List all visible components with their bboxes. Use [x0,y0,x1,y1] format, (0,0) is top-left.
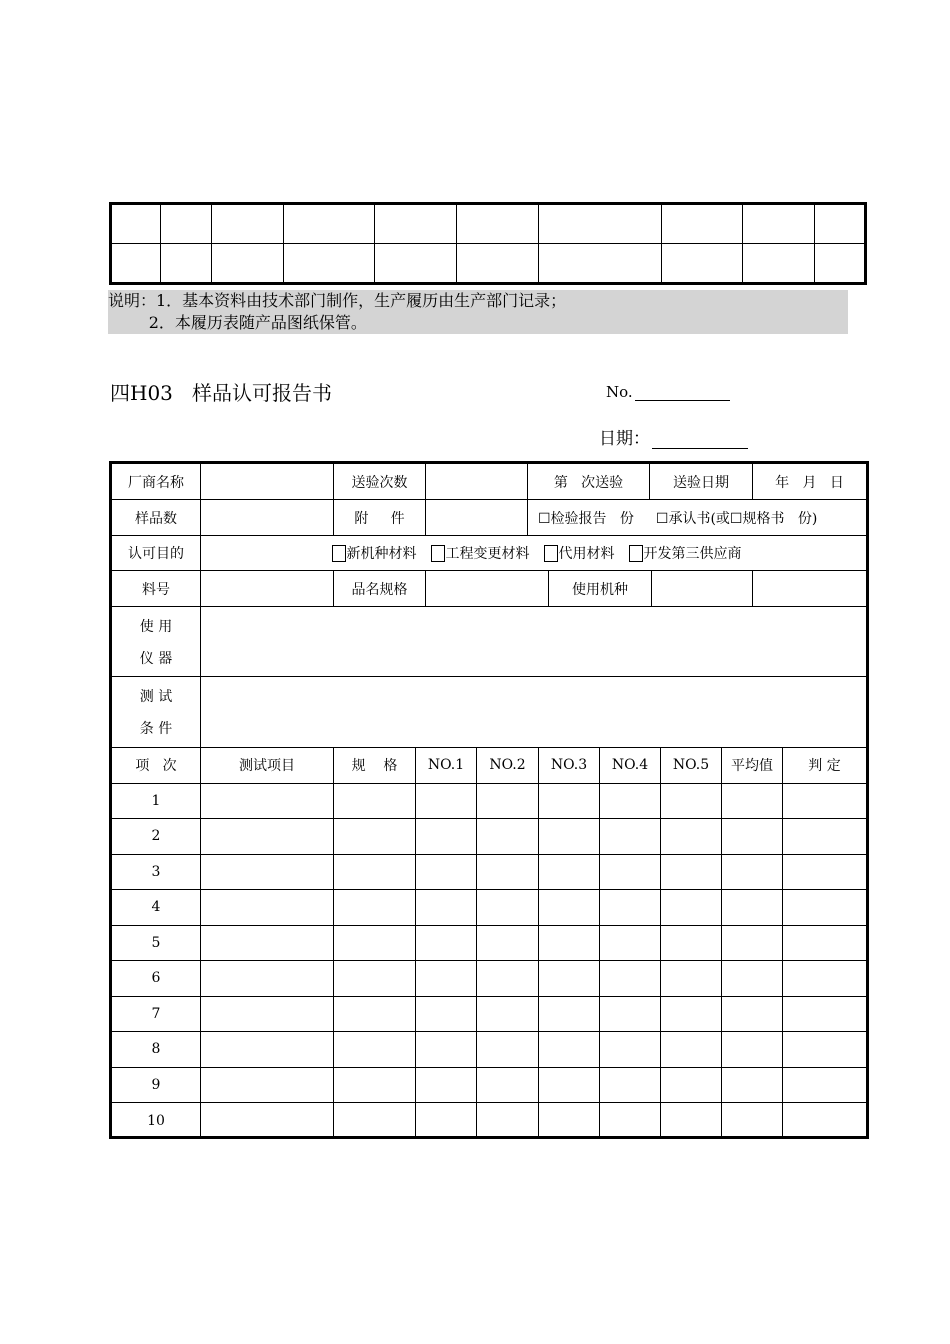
cell [284,204,375,244]
grid-input-cell[interactable] [661,1068,722,1104]
grid-input-cell[interactable] [477,1032,539,1068]
cell [161,244,212,284]
cell [457,204,538,244]
grid-input-cell[interactable] [334,819,416,855]
grid-input-cell[interactable] [416,784,477,820]
grid-input-cell[interactable] [477,1103,539,1139]
grid-input-cell[interactable] [661,890,722,926]
cell [538,244,661,284]
grid-input-cell[interactable] [661,784,722,820]
nth-send: 第 次送验 [528,464,650,500]
grid-input-cell[interactable] [539,1032,600,1068]
purpose-options [201,536,866,571]
grid-input-cell[interactable] [783,1032,866,1068]
grid-input-cell[interactable] [783,1068,866,1104]
grid-header-7: NO.5 [661,748,722,784]
grid-input-cell[interactable] [661,1032,722,1068]
spec-name-input[interactable] [426,571,549,607]
purpose-label: 认可目的 [112,536,201,571]
grid-header-5: NO.3 [539,748,600,784]
grid-input-cell[interactable] [201,1032,334,1068]
grid-input-cell[interactable] [600,1068,661,1104]
grid-input-cell[interactable] [416,855,477,891]
send-date-value[interactable]: 年 月 日 [753,464,866,500]
model-label: 使用机种 [549,571,652,607]
grid-input-cell[interactable] [661,855,722,891]
grid-header-1: 测试项目 [201,748,334,784]
grid-input-cell[interactable] [783,926,866,962]
cell [375,204,457,244]
checkbox-third-vendor[interactable] [629,545,643,562]
grid-input-cell[interactable] [539,961,600,997]
grid-input-cell[interactable] [539,1103,600,1139]
cell [111,204,161,244]
grid-input-cell[interactable] [201,997,334,1033]
row-number: 3 [112,855,201,891]
vendor-label: 厂商名称 [112,464,201,500]
prev-table-fragment [109,202,867,285]
checkbox-eng-change[interactable] [431,545,445,562]
grid-input-cell[interactable] [661,1103,722,1139]
sample-qty-label: 样品数 [112,500,201,536]
form-date [599,424,748,449]
grid-input-cell[interactable] [201,926,334,962]
grid-input-cell[interactable] [539,819,600,855]
model-extra[interactable] [753,571,866,607]
grid-input-cell[interactable] [201,961,334,997]
grid-input-cell[interactable] [600,819,661,855]
attach-options [528,500,866,536]
notes-box [108,290,848,334]
condition-label [112,677,201,748]
grid-input-cell[interactable] [722,926,783,962]
grid-input-cell[interactable] [539,997,600,1033]
condition-input[interactable] [201,677,866,748]
purpose-opt-3: 代用材料 [558,546,615,562]
cell [457,244,538,284]
grid-input-cell[interactable] [201,855,334,891]
date-blank[interactable] [652,430,748,449]
cell [212,204,284,244]
model-input[interactable] [652,571,753,607]
grid-header-3: NO.1 [416,748,477,784]
instrument-label [112,607,201,677]
attach-input[interactable] [426,500,528,536]
row-number: 8 [112,1032,201,1068]
grid-input-cell[interactable] [661,961,722,997]
cell [212,244,284,284]
cell [538,204,661,244]
grid-input-cell[interactable] [600,890,661,926]
grid-input-cell[interactable] [722,819,783,855]
grid-input-cell[interactable] [416,1103,477,1139]
grid-input-cell[interactable] [722,784,783,820]
grid-input-cell[interactable] [783,819,866,855]
grid-input-cell[interactable] [661,819,722,855]
grid-input-cell[interactable] [783,1103,866,1139]
grid-input-cell[interactable] [201,784,334,820]
grid-input-cell[interactable] [334,997,416,1033]
grid-input-cell[interactable] [600,1032,661,1068]
grid-input-cell[interactable] [334,1032,416,1068]
grid-input-cell[interactable] [722,961,783,997]
grid-input-cell[interactable] [416,890,477,926]
grid-input-cell[interactable] [539,1068,600,1104]
grid-input-cell[interactable] [334,961,416,997]
grid-input-cell[interactable] [334,1103,416,1139]
grid-header-8: 平均值 [722,748,783,784]
form-title: 四H03 样品认可报告书 [110,381,332,405]
instrument-label-2: 仪 器 [139,650,173,667]
grid-input-cell[interactable] [416,926,477,962]
attach-label: 附 件 [334,500,426,536]
row-number: 6 [112,961,201,997]
grid-input-cell[interactable] [416,1032,477,1068]
grid-input-cell[interactable] [334,855,416,891]
cell [161,204,212,244]
instrument-input[interactable] [201,607,866,677]
row-number: 4 [112,890,201,926]
purpose-opt-2: 工程变更材料 [445,546,530,562]
grid-input-cell[interactable] [477,926,539,962]
row-number: 5 [112,926,201,962]
cell [742,244,814,284]
grid-input-cell[interactable] [539,890,600,926]
grid-input-cell[interactable] [334,926,416,962]
cell [814,244,865,284]
grid-input-cell[interactable] [722,997,783,1033]
condition-label-2: 条 件 [139,721,173,737]
grid-input-cell[interactable] [783,784,866,820]
grid-input-cell[interactable] [201,890,334,926]
purpose-opt-1: 新机种材料 [346,546,417,562]
grid-input-cell[interactable] [600,926,661,962]
cell [375,244,457,284]
grid-input-cell[interactable] [477,997,539,1033]
cell [661,244,742,284]
grid-input-cell[interactable] [539,855,600,891]
grid-input-cell[interactable] [477,819,539,855]
grid-input-cell[interactable] [722,1103,783,1139]
date-label: 日期： [599,429,650,449]
grid-input-cell[interactable] [783,855,866,891]
grid-input-cell[interactable] [600,997,661,1033]
grid-input-cell[interactable] [600,961,661,997]
grid-header-2: 规 格 [334,748,416,784]
grid-input-cell[interactable] [477,784,539,820]
grid-input-cell[interactable] [600,1103,661,1139]
row-number: 9 [112,1068,201,1104]
row-number: 7 [112,997,201,1033]
grid-input-cell[interactable] [416,997,477,1033]
grid-input-cell[interactable] [201,1068,334,1104]
sample-approval-form [109,461,869,1139]
grid-input-cell[interactable] [201,819,334,855]
part-no-input[interactable] [201,571,334,607]
grid-header-9: 判 定 [783,748,866,784]
no-label: No. [606,383,633,401]
instrument-label-1: 使 用 [139,618,173,635]
grid-input-cell[interactable] [477,1068,539,1104]
checkbox-substitute[interactable] [544,545,558,562]
sample-qty-input[interactable] [201,500,334,536]
grid-input-cell[interactable] [334,890,416,926]
grid-input-cell[interactable] [201,1103,334,1139]
cell [661,204,742,244]
grid-input-cell[interactable] [477,890,539,926]
cell [814,204,865,244]
cell [284,244,375,284]
no-blank[interactable] [635,384,730,401]
note-line-2: 2．本履历表随产品图纸保管。 [108,313,367,332]
grid-input-cell[interactable] [783,997,866,1033]
form-number [606,383,730,401]
spec-name-label: 品名规格 [334,571,426,607]
part-no-label: 料号 [112,571,201,607]
grid-input-cell[interactable] [661,997,722,1033]
grid-input-cell[interactable] [722,855,783,891]
grid-input-cell[interactable] [477,855,539,891]
grid-input-cell[interactable] [334,1068,416,1104]
grid-input-cell[interactable] [539,784,600,820]
grid-input-cell[interactable] [783,890,866,926]
send-date-label: 送验日期 [650,464,753,500]
attach-spec-option[interactable]: ☐承认书(或☐规格书 份) [655,510,818,527]
grid-input-cell[interactable] [661,926,722,962]
cell [742,204,814,244]
vendor-input[interactable] [201,464,334,500]
row-number: 2 [112,819,201,855]
grid-input-cell[interactable] [539,926,600,962]
grid-input-cell[interactable] [416,961,477,997]
grid-input-cell[interactable] [722,1032,783,1068]
row-number: 1 [112,784,201,820]
grid-input-cell[interactable] [722,890,783,926]
cell [111,244,161,284]
grid-header-4: NO.2 [477,748,539,784]
sends-label: 送验次数 [334,464,426,500]
row-number: 10 [112,1103,201,1139]
grid-input-cell[interactable] [416,1068,477,1104]
grid-input-cell[interactable] [783,961,866,997]
grid-input-cell[interactable] [334,784,416,820]
grid-input-cell[interactable] [416,819,477,855]
purpose-opt-4: 开发第三供应商 [643,546,742,562]
condition-label-1: 测 试 [139,689,173,705]
sends-input[interactable] [426,464,528,500]
grid-input-cell[interactable] [722,1068,783,1104]
note-line-1: 说明：1．基本资料由技术部门制作，生产履历由生产部门记录； [108,291,567,310]
attach-report-option[interactable]: ☐检验报告 份 [538,510,634,527]
grid-header-6: NO.4 [600,748,661,784]
grid-header-0: 项 次 [112,748,201,784]
grid-input-cell[interactable] [477,961,539,997]
grid-input-cell[interactable] [600,855,661,891]
grid-input-cell[interactable] [600,784,661,820]
checkbox-new-model[interactable] [332,545,346,562]
